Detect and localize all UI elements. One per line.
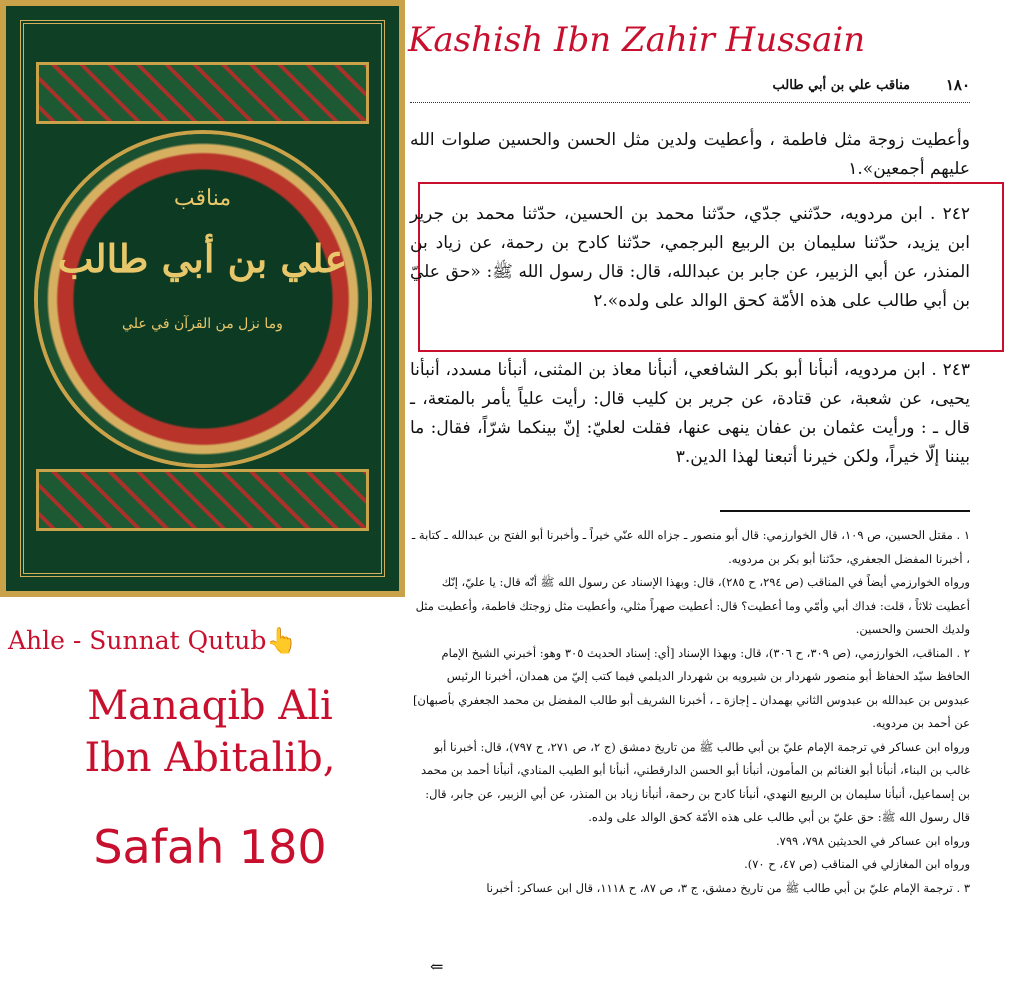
book-page-scan: [410, 64, 970, 984]
caption-ahle-sunnat: Ahle - Sunnat Qutub👆: [8, 626, 298, 655]
paragraph-continuation: وأعطيت زوجة مثل فاطمة ، وأعطيت ولدين مثل الحسن والحسين صلوات الله عليهم أجمعين».١: [410, 130, 970, 179]
page-header: [410, 72, 970, 103]
footnote: ورواه ابن عساكر في الحديثين ٧٩٨، ٧٩٩.: [776, 833, 970, 848]
footnote: ٣ . ترجمة الإمام عليّ بن أبي طالب ﷺ من تاريخ دمشق، ج ٣، ص ٨٧، ح ١١١٨، قال ابن عساكر: أخبرنا: [486, 880, 970, 895]
cover-medallion: [38, 134, 368, 464]
cover-top-word: مناقب: [173, 186, 232, 211]
watermark-title: Kashish Ibn Zahir Hussain: [408, 20, 866, 60]
footnote: ورواه ابن عساكر في ترجمة الإمام عليّ بن أبي طالب ﷺ من تاريخ دمشق (ج ٢، ص ٢٧١، ح ٧٩٧)، قال: أخبرنا أبو غالب بن البناء، أنبأنا أبو الغنائم بن المأمون، أنبأنا أبو الحسن الدارقطني، أنبأنا أبو الطيب المنادي، أنبأنا أحمد بن محمد بن إسماعيل، أنبأنا سليمان بن الربيع النهدي، أنبأنا كادح بن رحمة، أنبأنا زياد بن المنذر، عن أبي الزبير، عن جابر، قال: قال رسول الله ﷺ: حق عليّ بن أبي طالب على هذه الأمّة كحق الوالد على ولده.: [420, 739, 970, 824]
continue-arrow-icon: ⇐: [430, 957, 444, 976]
footnote: ورواه ابن المغازلي في المناقب (ص ٤٧، ح ٧٠).: [744, 857, 970, 871]
caption-book-name-line2: Ibn Abitalib,: [84, 735, 336, 781]
paragraph-hadith-243: ٢٤٣ . ابن مردويه، أنبأنا أبو بكر الشافعي، أنبأنا معاذ بن المثنى، أنبأنا مسدد، أنبأنا يحيى، عن شعبة، عن قتادة، عن جرير بن كليب قال: رأيت علياً يأمر بالمتعة، ـ قال ـ : ورأيت عثمان بن عفان ينهى عنها، فقلت لعليّ: إنّ بينكما شرّاً، فقال: ما بيننا إلّا خيراً، ولكن خيرنا أتبعنا لهذا الدين.٣: [410, 360, 970, 467]
cover-ornament-bottom: [36, 469, 369, 531]
caption-book-name: [20, 680, 400, 784]
page-running-title: مناقب علي بن أبي طالب: [772, 78, 910, 93]
footnote: ٢ . المناقب، الخوارزمي، (ص ٣٠٩، ح ٣٠٦)، قال: وبهذا الإسناد [أي: إسناد الحديث ٣٠٥ وهو: أخبرني الشيخ الإمام الحافظ سيّد الحفاظ أبو منصور شهردار بن شيرويه بن شهردار الديلمي فيما كتب إليّ من همدان، أخبرنا الرئيس عبدوس بن عبدالله بن عبدوس الثاني بهمدان ـ إجازة ـ ، أخبرنا الشريف أبو طالب المفضل بن محمد الجعفري بأصبهان] عن أحمد بن مردويه.: [412, 645, 970, 730]
caption-book-name-line1: Manaqib Ali: [87, 683, 333, 729]
footnote-divider: [720, 510, 970, 512]
footnote: ١ . مقتل الحسين، ص ١٠٩، قال الخوارزمي: قال أبو منصور ـ جزاه الله عنّي خيراً ـ وأخبرنا أبو الفتح بن عبدالله ـ كتابة ـ ، أخبرنا المفضل الجعفري، حدّثنا أبو بكر بن مردويه.: [411, 528, 970, 566]
page-number: ١٨٠: [945, 76, 970, 94]
footnotes: [410, 524, 970, 900]
book-cover-image: [0, 0, 405, 597]
paragraph-hadith-242: ٢٤٢ . ابن مردويه، حدّثني جدّي، حدّثنا محمد بن الحسين، حدّثنا محمد بن جرير ابن يزيد، حدّثنا سليمان بن الربيع البرجمي، حدّثنا كادح بن رحمة، عن زياد بن المنذر، عن أبي الزبير، عن جابر بن عبدالله، قال: قال رسول الله ﷺ: «حق عليّ بن أبي طالب على هذه الأمّة كحق الوالد على ولده».٢: [410, 204, 970, 311]
cover-title: علي بن أبي طالب: [57, 236, 348, 281]
footnote: ورواه الخوارزمي أيضاً في المناقب (ص ٢٩٤، ح ٢٨٥)، قال: وبهذا الإسناد عن رسول الله ﷺ أنّه قال: يا عليّ، إنّك أعطيت ثلاثاً ، قلت: فداك أبي وأمّي وما أعطيت؟ قال: أعطيت صهراً مثلي، وأعطيت مثل زوجتك فاطمة، وأعطيت مثل ولديك الحسن والحسين.: [415, 575, 970, 636]
caption-page-number: Safah 180: [93, 820, 327, 874]
cover-ornament-top: [36, 62, 369, 124]
cover-subtitle: وما نزل من القرآن في علي: [122, 316, 283, 332]
